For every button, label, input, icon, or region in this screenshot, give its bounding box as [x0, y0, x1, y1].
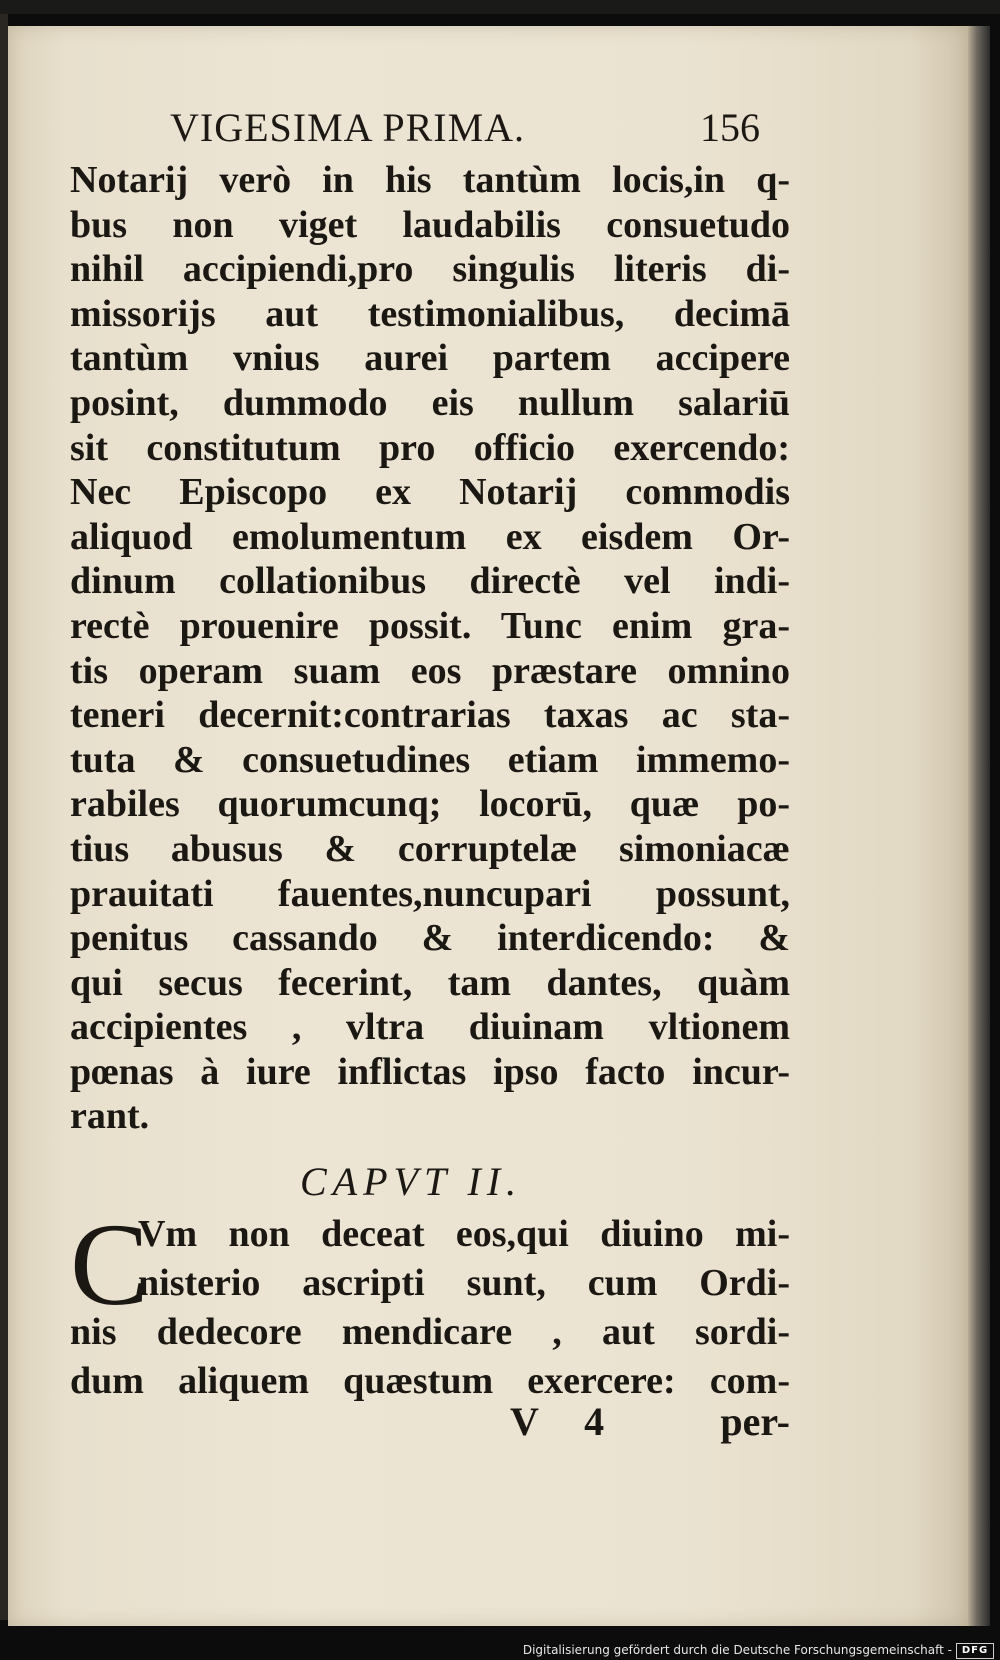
text-line: penitus cassando & interdicendo: & — [70, 917, 790, 960]
paragraph-2 — [70, 1199, 790, 1406]
text-line: Nec Episcopo ex Notarij commodis — [70, 471, 790, 514]
text-line: Vm non deceat eos,qui diuino mi- — [138, 1213, 790, 1255]
page-number: 156 — [700, 105, 760, 150]
signature-mark: V 4 — [510, 1399, 623, 1444]
page-header — [160, 100, 760, 160]
text-line: bus non viget laudabilis consuetudo — [70, 203, 790, 246]
text-line: dinum collationibus directè vel indi- — [70, 560, 790, 603]
scan-left-edge — [0, 14, 8, 1620]
catchword: per- — [720, 1399, 790, 1444]
text-line: tantùm vnius aurei partem accipere — [70, 337, 790, 380]
page-gutter-shadow — [968, 26, 990, 1626]
text-line: tuta & consuetudines etiam immemo- — [70, 738, 790, 781]
text-line: teneri decernit:contrarias taxas ac sta- — [70, 694, 790, 737]
running-title: VIGESIMA PRIMA. — [170, 105, 526, 150]
text-line: posint, dummodo eis nullum salariū — [70, 381, 790, 424]
footer-bar — [522, 1640, 1000, 1660]
text-line: sit constitutum pro officio exercendo: — [70, 426, 790, 469]
text-line: rabiles quorumcunq; locorū, quæ po- — [70, 783, 790, 826]
dfg-logo-icon: DFG — [956, 1643, 994, 1659]
text-line: aliquod emolumentum ex eisdem Or- — [70, 515, 790, 558]
text-line: tius abusus & corruptelæ simoniacæ — [70, 827, 790, 870]
text-line: accipientes , vltra diuinam vltionem — [70, 1006, 790, 1049]
drop-cap: C — [70, 1199, 149, 1330]
text-line: tis operam suam eos præstare omnino — [70, 649, 790, 692]
text-line: nis dedecore mendicare , aut sordi- — [70, 1311, 790, 1353]
text-line: qui secus fecerint, tam dantes, quàm — [70, 961, 790, 1004]
funding-note: Digitalisierung gefördert durch die Deutsche Forschungsgemeinschaft - — [522, 1643, 952, 1657]
chapter-heading: CAPVT II. — [300, 1159, 523, 1204]
scan-top-strip — [0, 0, 1000, 14]
text-line: missorijs aut testimonialibus, decimā — [70, 292, 790, 335]
text-line: nihil accipiendi,pro singulis literis di- — [70, 248, 790, 291]
text-line: nisterio ascripti sunt, cum Ordi- — [138, 1262, 790, 1304]
signature-line — [70, 1398, 790, 1448]
text-line: dum aliquem quæstum exercere: com- — [70, 1360, 790, 1402]
paragraph-1 — [70, 158, 790, 1139]
text-line: rectè prouenire possit. Tunc enim gra- — [70, 604, 790, 647]
text-line: pœnas à iure inflictas ipso facto incur- — [70, 1050, 790, 1093]
text-line: Notarij verò in his tantùm locis,in q- — [70, 159, 790, 201]
text-line: prauitati fauentes,nuncupari possunt, — [70, 872, 790, 915]
text-line: rant. — [70, 1095, 150, 1138]
